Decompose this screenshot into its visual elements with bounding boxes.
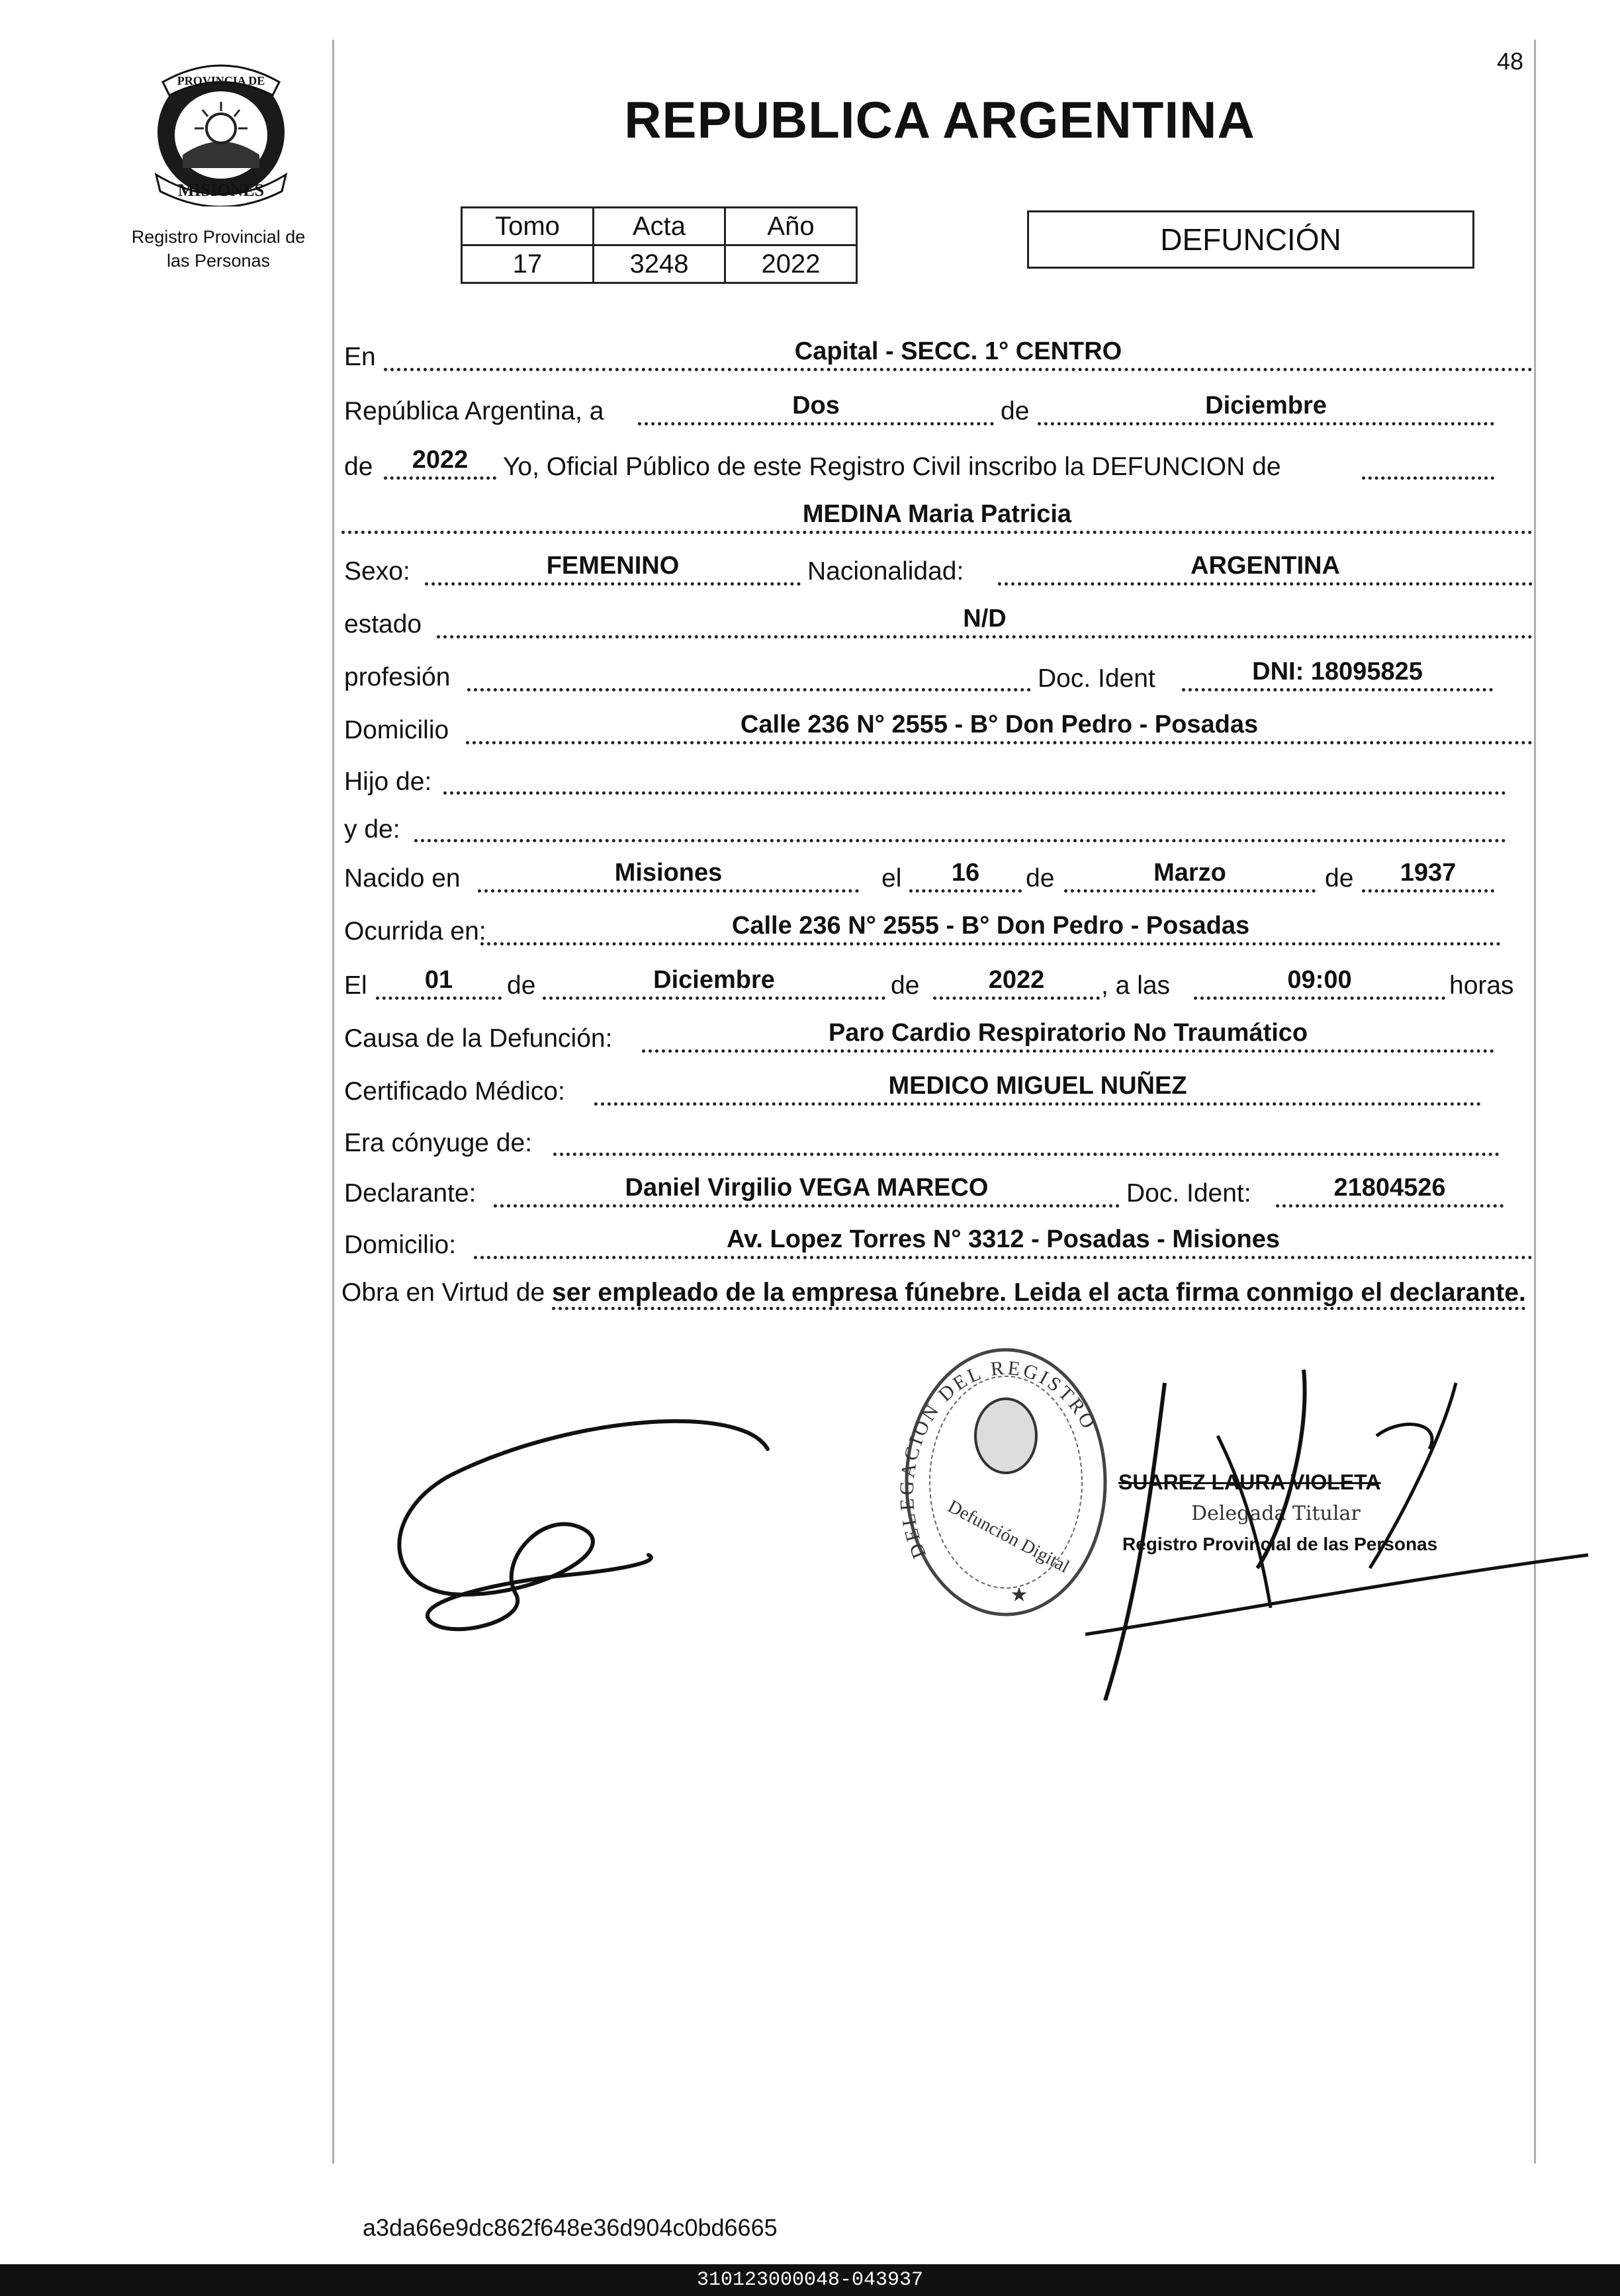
certificate-field: MEDICO MIGUEL NUÑEZ [594, 1072, 1481, 1106]
officer-statement: Yo, Oficial Público de este Registro Civil inscribo la DEFUNCION de [503, 453, 1281, 481]
svg-text:MISIONES: MISIONES [177, 181, 265, 200]
death-el-label: El [344, 971, 367, 1000]
document-type-box: DEFUNCIÓN [1027, 210, 1474, 269]
official-signature-icon [1085, 1356, 1588, 1700]
day-field: Dos [638, 392, 994, 425]
declarant-doc-field: 21804526 [1276, 1174, 1504, 1208]
footer-code-bar: 310123000048-043937 [0, 2264, 1620, 2296]
basis-field: ser empleado de la empresa fúnebre. Leida el acta firma conmigo el declarante. [552, 1278, 1526, 1310]
death-month-field: Diciembre [543, 966, 885, 1000]
occurred-in-field: Calle 236 N° 2555 - B° Don Pedro - Posadas [480, 912, 1501, 946]
el-label: el [881, 864, 902, 893]
deceased-name-field: MEDINA Maria Patricia [341, 500, 1533, 534]
document-hash: a3da66e9dc862f648e36d904c0bd6665 [363, 2214, 778, 2241]
cause-label: Causa de la Defunción: [344, 1024, 613, 1053]
declarant-signature-icon [371, 1396, 781, 1661]
child-of-label: Hijo de: [344, 768, 432, 796]
page-number: 48 [1497, 48, 1524, 75]
hours-label: horas [1449, 971, 1514, 1000]
death-time-field: 09:00 [1194, 966, 1445, 1000]
declarant-address-field: Av. Lopez Torres N° 3312 - Posadas - Misiones [474, 1225, 1533, 1259]
svg-text:PROVINCIA DE: PROVINCIA DE [177, 74, 265, 87]
birth-year-field: 1937 [1362, 859, 1494, 893]
svg-text:★: ★ [1010, 1584, 1028, 1606]
address-field: Calle 236 N° 2555 - B° Don Pedro - Posadas [466, 711, 1533, 744]
civil-status-field: N/D [437, 605, 1533, 639]
acta-header: Acta [594, 208, 725, 245]
nationality-label: Nacionalidad: [807, 557, 964, 586]
born-in-label: Nacido en [344, 864, 461, 893]
declarant-field: Daniel Virgilio VEGA MARECO [494, 1174, 1120, 1208]
left-margin-rule [332, 40, 334, 2164]
stamp-inner-text: Defunción Digital [944, 1496, 1073, 1577]
officer-statement-blank [1362, 446, 1494, 480]
death-day-field: 01 [376, 966, 502, 1000]
basis-label: Obra en Virtud de [341, 1278, 545, 1307]
birth-day-field: 16 [909, 859, 1022, 893]
birthplace-field: Misiones [478, 859, 859, 893]
de-year-label: de [344, 453, 373, 481]
anio-value: 2022 [725, 245, 857, 283]
de-label: de [1001, 397, 1030, 425]
right-margin-rule [1534, 40, 1536, 2164]
declarant-doc-label: Doc. Ident: [1126, 1179, 1251, 1208]
sex-field: FEMENINO [425, 552, 801, 586]
basis-paragraph [341, 1276, 1529, 1310]
address-label: Domicilio [344, 716, 449, 744]
and-of-field [414, 809, 1506, 842]
anio-header: Año [725, 208, 857, 245]
profession-label: profesión [344, 663, 451, 691]
nationality-field: ARGENTINA [998, 552, 1533, 586]
profession-field [467, 658, 1031, 691]
registry-line-2: las Personas [166, 251, 271, 271]
birth-de-label-2: de [1325, 864, 1354, 893]
record-table [461, 206, 858, 284]
doc-label: Doc. Ident [1038, 664, 1155, 693]
doc-field: DNI: 18095825 [1182, 658, 1493, 691]
tomo-header: Tomo [462, 208, 594, 245]
year-field: 2022 [384, 446, 496, 480]
cause-field: Paro Cardio Respiratorio No Traumático [642, 1019, 1494, 1053]
spouse-label: Era cónyuge de: [344, 1129, 533, 1157]
birth-de-label-1: de [1026, 864, 1055, 893]
acta-value: 3248 [594, 245, 725, 283]
death-de-label-2: de [891, 971, 920, 1000]
stamp-ring-text: DELEGACION DEL REGISTRO [895, 1356, 1101, 1562]
place-field: Capital - SECC. 1° CENTRO [384, 337, 1533, 371]
registry-name [106, 225, 331, 273]
registry-line-1: Registro Provincial de [131, 227, 306, 247]
month-field: Diciembre [1038, 392, 1494, 425]
official-name: SUAREZ LAURA VIOLETA [1118, 1470, 1381, 1494]
civil-status-label: estado [344, 610, 422, 639]
occurred-in-label: Ocurrida en: [344, 917, 486, 946]
declarant-label: Declarante: [344, 1179, 476, 1208]
declarant-address-label: Domicilio: [344, 1231, 457, 1259]
en-label: En [344, 343, 376, 371]
birth-month-field: Marzo [1064, 859, 1316, 893]
spouse-field [553, 1122, 1500, 1156]
death-de-label-1: de [507, 971, 536, 1000]
republica-label: República Argentina, a [344, 397, 604, 425]
and-of-label: y de: [344, 815, 400, 844]
certificate-label: Certificado Médico: [344, 1077, 565, 1106]
page-title: REPUBLICA ARGENTINA [624, 91, 1255, 149]
death-year-field: 2022 [933, 966, 1100, 1000]
child-of-field [443, 761, 1506, 795]
official-role: Delegada Titular [1191, 1502, 1361, 1525]
sex-label: Sexo: [344, 557, 410, 586]
tomo-value: 17 [462, 245, 594, 283]
at-label: , a las [1101, 971, 1171, 1000]
official-org: Registro Provincial de las Personas [1122, 1534, 1438, 1554]
